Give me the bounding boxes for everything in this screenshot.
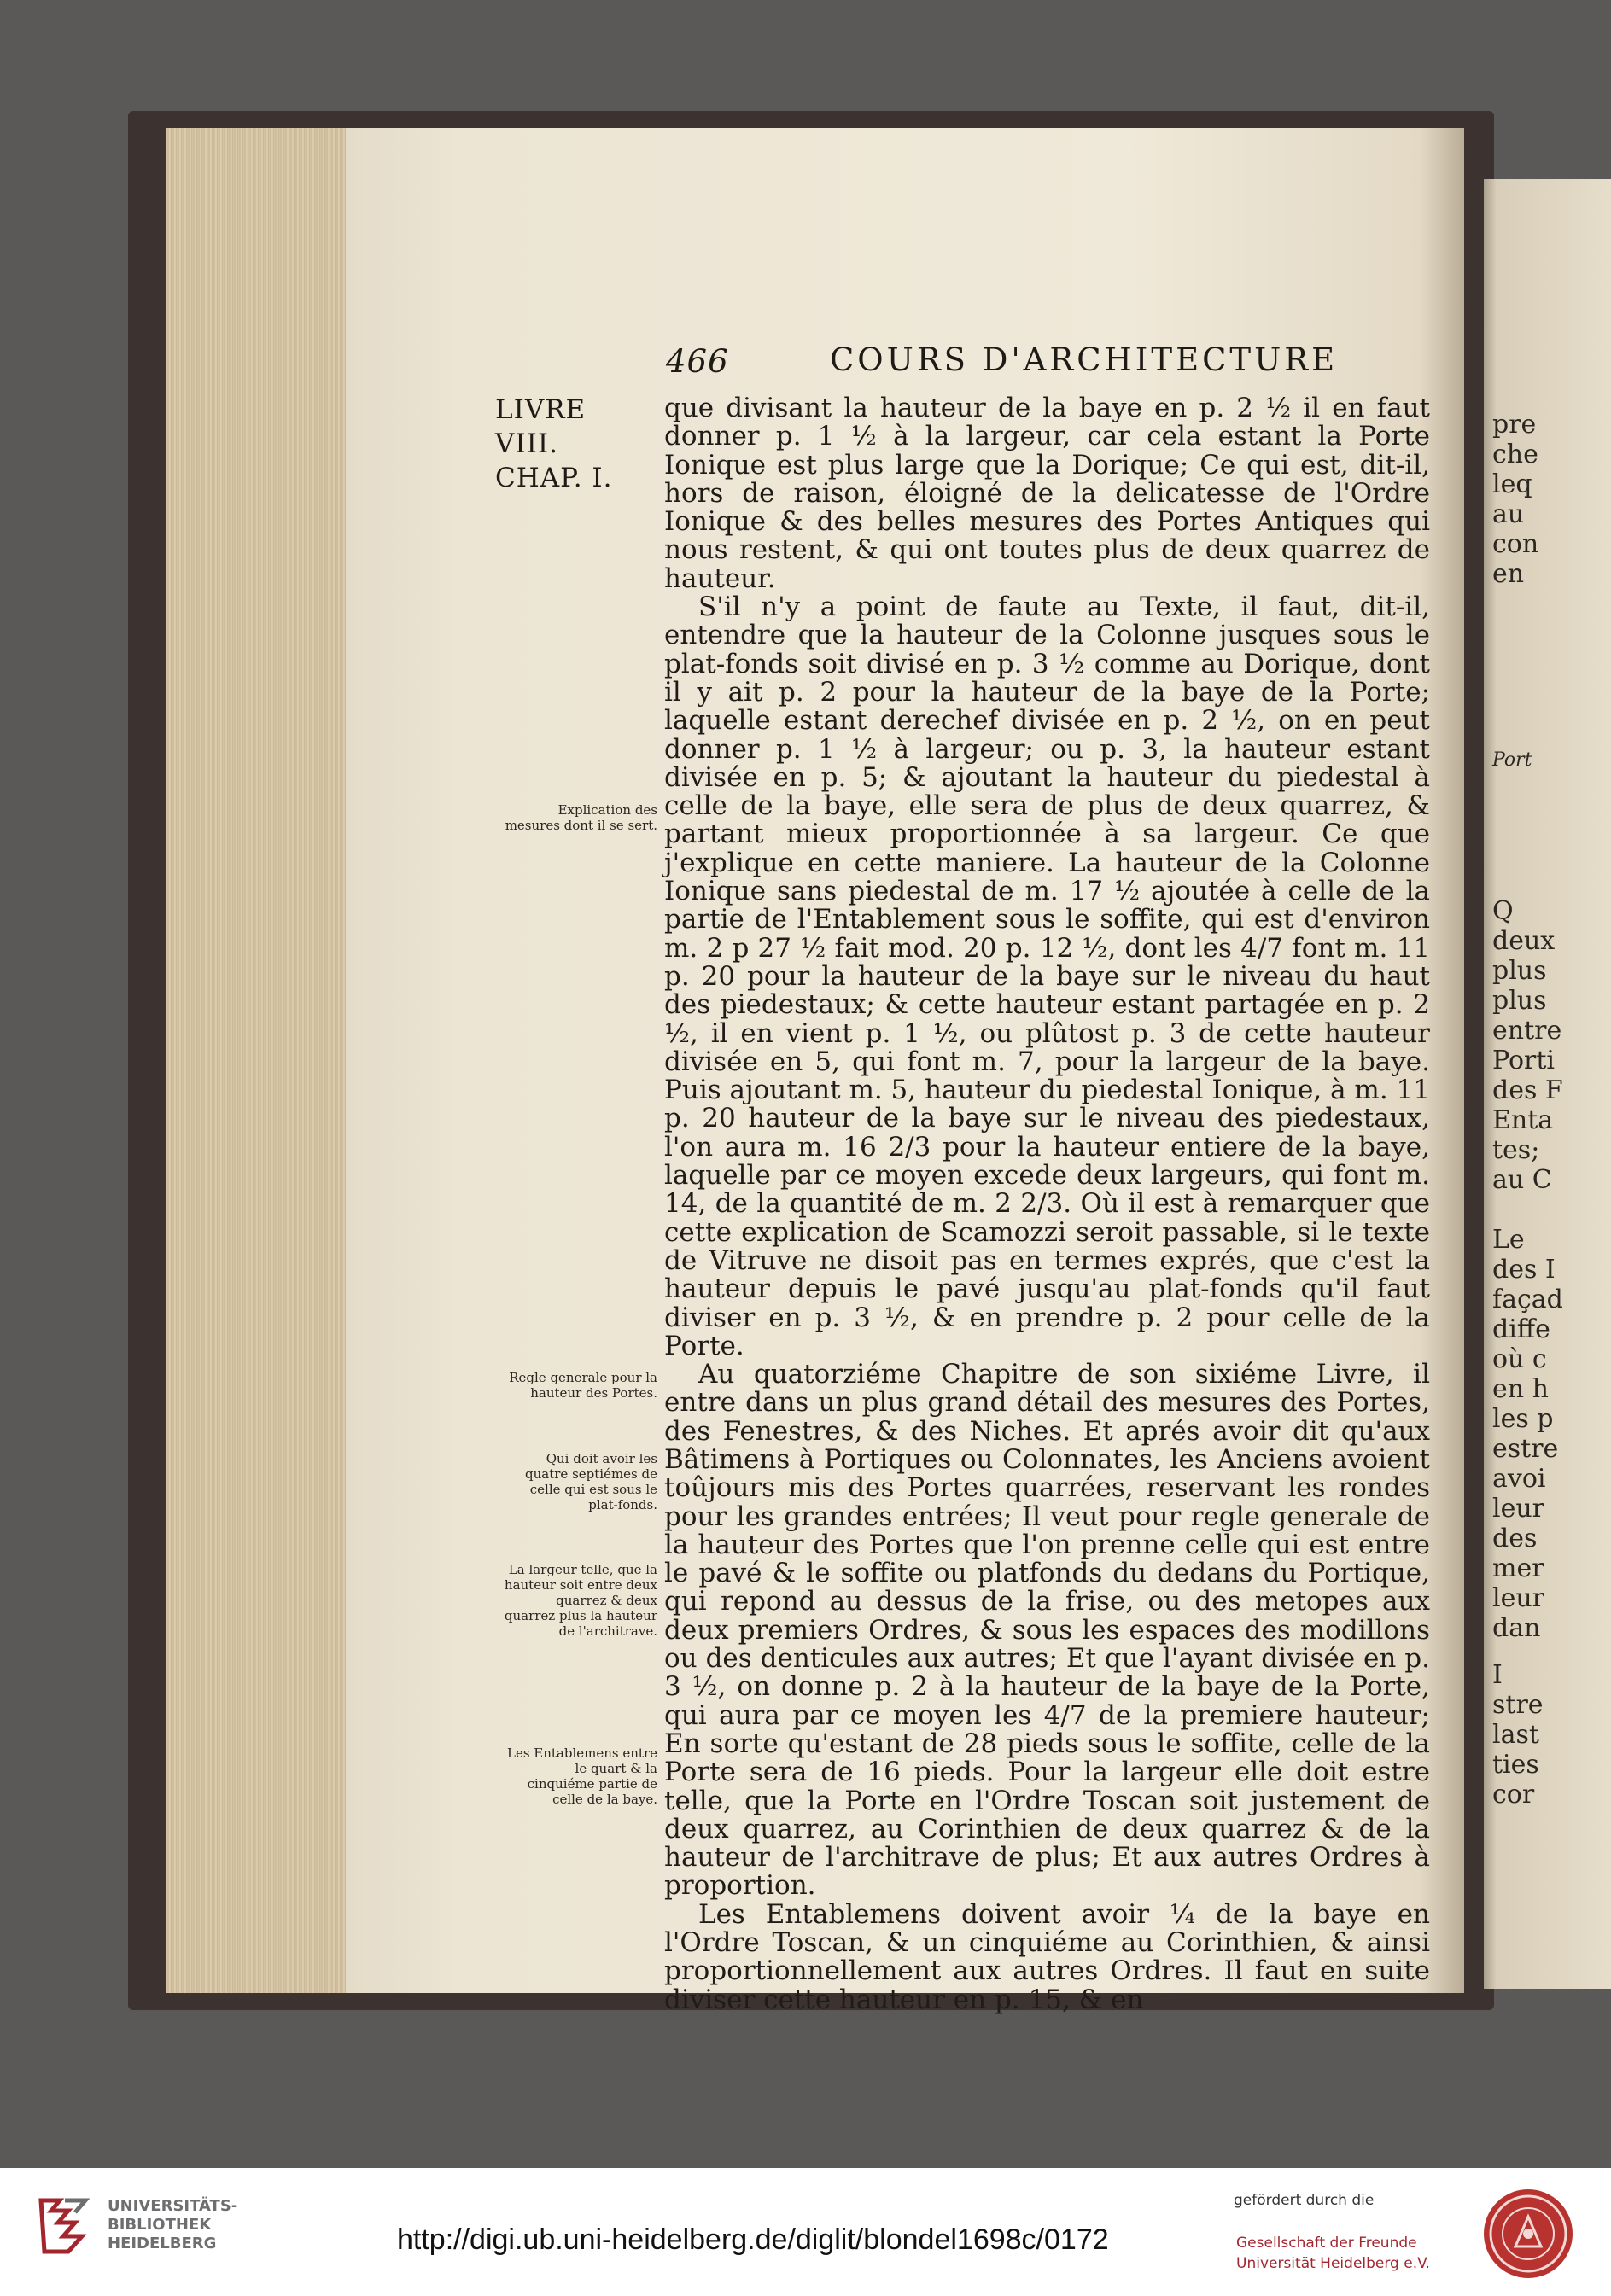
next-page-fragment: plus	[1492, 986, 1547, 1016]
running-head	[495, 393, 649, 495]
library-name	[108, 2197, 237, 2253]
next-page-fragment: diffe	[1492, 1314, 1550, 1344]
next-page-fragment: deux	[1492, 926, 1556, 956]
funded-by: gefördert durch die	[1234, 2192, 1375, 2209]
next-page-fragment: leq	[1492, 469, 1532, 499]
margin-note: Regle generale pour la hauteur des Portes.	[509, 1370, 657, 1401]
society-name-line: Gesellschaft der Freunde	[1236, 2235, 1417, 2252]
page-edges	[166, 128, 350, 1993]
running-title: COURS D'ARCHITECTURE	[830, 341, 1339, 378]
next-page-fragment: en	[1492, 559, 1525, 589]
library-name-line: BIBLIOTHEK	[108, 2216, 212, 2234]
next-page-edge	[1484, 179, 1611, 1989]
next-page-fragment: leur	[1492, 1583, 1545, 1613]
next-page-fragment: au	[1492, 499, 1525, 529]
library-name-line: UNIVERSITÄTS-	[108, 2197, 238, 2215]
paragraph: S'il n'y a point de faute au Texte, il faut, dit-il, entendre que la hauteur de la Colonne jusques sous le plat-fonds soit divisé en p. 3 ½ comme au Dorique, dont il y ait p. 2 pour la hauteur de la baye de la Porte; laquelle estant derechef divisée en p. 2 ½, on en peut donner p. 1 ½ à largeur; ou p. 3, la hauteur estant divisée en p. 5; & ajoutant la hauteur du piedestal à celle de la baye, elle sera de plus de deux quarrez, & partant mieux proportionnée à sa largeur. Ce que j'explique en cette maniere. La hauteur de la Colonne Ionique sans piedestal de m. 17 ½ ajoutée à celle de la partie de l'Entablement sous le soffite, qui est d'environ m. 2 p 27 ½ fait mod. 20 p. 12 ½, dont les 4/7 font m. 11 p. 20 pour la hauteur de la baye sur le niveau du haut des piedestaux; & cette hauteur estant partagée en p. 2 ½, il en vient p. 1 ½, ou plûtost p. 3 de cette hauteur divisée en 5, qui font m. 7, pour la largeur de la baye. Puis ajoutant m. 5, hauteur du piedestal Ionique, à m. 11 p. 20 hauteur de la baye sur le niveau des piedestaux, l'on aura m. 16 2/3 pour la hauteur entiere de la baye, laquelle par ce moyen excede deux largeurs, qui font m. 14, de la quantité de m. 2 2/3. Où il est à remarquer que cette explication de Scamozzi seroit passable, si le texte de Vitruve ne disoit pas en termes exprés, que c'est la hauteur depuis le pavé jusqu'au plat-fonds qu'il faut diviser en p. 3 ½, & en prendre p. 2 pour celle de la Porte.	[664, 591, 1430, 1361]
paragraph: que divisant la hauteur de la baye en p. 2 ½ il en faut donner p. 1 ½ à la largeur, car cela estant la Porte Ionique est plus large que la Dorique; Ce qui est, dit-il, hors de raison, éloigné de la delicatesse de l'Ordre Ionique & des belles mesures des Portes Antiques qui nous restent, & qui ont toutes plus de deux quarrez de hauteur.	[664, 393, 1430, 594]
margin-note: La largeur telle, que la hauteur soit entre deux quarrez & deux quarrez plus la hauteur de l'architrave.	[504, 1562, 657, 1639]
margin-note: Les Entablemens entre le quart & la cinquiéme partie de celle de la baye.	[506, 1745, 657, 1807]
page-number: 466	[666, 343, 729, 380]
next-page-fragment: Enta	[1492, 1105, 1554, 1135]
next-page-fragment: Q	[1492, 896, 1514, 926]
next-page-fragment: stre	[1492, 1690, 1544, 1720]
next-page-fragment: en h	[1492, 1374, 1549, 1404]
body-text	[664, 394, 1430, 2014]
next-page-fragment: ties	[1492, 1750, 1539, 1780]
running-head-book: LIVRE VIII.	[495, 394, 587, 459]
next-page-fragment: tes;	[1492, 1135, 1540, 1165]
next-page-fragment: Le	[1492, 1225, 1525, 1255]
next-page-fragment: cor	[1492, 1780, 1535, 1809]
next-page-fragment: Port	[1492, 749, 1532, 771]
margin-note: Explication des mesures dont il se sert.	[505, 802, 657, 833]
next-page-fragment: estre	[1492, 1434, 1559, 1464]
library-name-line: HEIDELBERG	[108, 2235, 217, 2252]
next-page-fragment: entre	[1492, 1016, 1562, 1046]
next-page-fragment: les p	[1492, 1404, 1554, 1434]
next-page-fragment: au C	[1492, 1165, 1552, 1195]
next-page-fragment: pre	[1492, 410, 1537, 440]
next-page-fragment: con	[1492, 529, 1539, 559]
next-page-fragment: des I	[1492, 1255, 1556, 1285]
page-header	[666, 341, 1383, 384]
next-page-fragment: avoi	[1492, 1464, 1546, 1494]
next-page-fragment: leur	[1492, 1494, 1545, 1524]
society-seal-icon	[1481, 2187, 1575, 2281]
next-page-fragment: dan	[1492, 1613, 1541, 1643]
footer	[0, 2168, 1611, 2296]
next-page-fragment: mer	[1492, 1553, 1544, 1583]
next-page-fragment: Porti	[1492, 1046, 1556, 1075]
next-page-fragment: des F	[1492, 1075, 1563, 1105]
next-page-fragment: I	[1492, 1660, 1503, 1690]
society-name	[1236, 2233, 1430, 2274]
next-page-fragment: où c	[1492, 1344, 1547, 1374]
running-head-chapter: CHAP. I.	[495, 463, 613, 493]
paragraph: Les Entablemens doivent avoir ¼ de la baye en l'Ordre Toscan, & un cinquiéme au Corinthien, & ainsi proportionnellement aux autres Ordres. Il faut en suite diviser cette hauteur en p. 15, & en	[664, 1898, 1430, 2015]
next-page-fragment: des	[1492, 1524, 1538, 1553]
next-page-fragment: façad	[1492, 1285, 1563, 1314]
next-page-fragment: che	[1492, 440, 1538, 469]
permalink[interactable]: http://digi.ub.uni-heidelberg.de/diglit/blondel1698c/0172	[397, 2223, 1109, 2256]
next-page-fragment: last	[1492, 1720, 1539, 1750]
next-page-fragment: plus	[1492, 956, 1547, 986]
society-name-line: Universität Heidelberg e.V.	[1236, 2255, 1430, 2272]
library-logo-icon	[34, 2192, 94, 2260]
paragraph: Au quatorziéme Chapitre de son sixiéme Livre, il entre dans un plus grand détail des mesures des Portes, des Fenestres, & des Niches. Et aprés avoir dit qu'aux Bâtimens à Portiques ou Colonnates, les Anciens avoient toûjours mis des Portes quarrées, reservant les rondes pour les grandes entrées; Il veut pour regle generale de la hauteur des Portes que l'on prenne celle qui est entre le pavé & le soffite ou platfonds du dedans du Portique, qui repond au dessus de la frise, ou des metopes aux deux premiers Ordres, & sous les espaces des modillons ou des denticules aux autres; Et que l'ayant divisée en p. 3 ½, on donne p. 2 à la hauteur de la baye de la Porte, qui aura par ce moyen les 4/7 de la premiere hauteur; En sorte qu'estant de 28 pieds sous le soffite, celle de la Porte sera de 16 pieds. Pour la largeur elle doit estre telle, que la Porte en l'Ordre Toscan soit justement de deux quarrez, au Corinthien de deux quarrez & de la hauteur de l'architrave de plus; Et aux autres Ordres à proportion.	[664, 1359, 1430, 1902]
margin-note: Qui doit avoir les quatre septiémes de celle qui est sous le plat-fonds.	[525, 1451, 657, 1512]
